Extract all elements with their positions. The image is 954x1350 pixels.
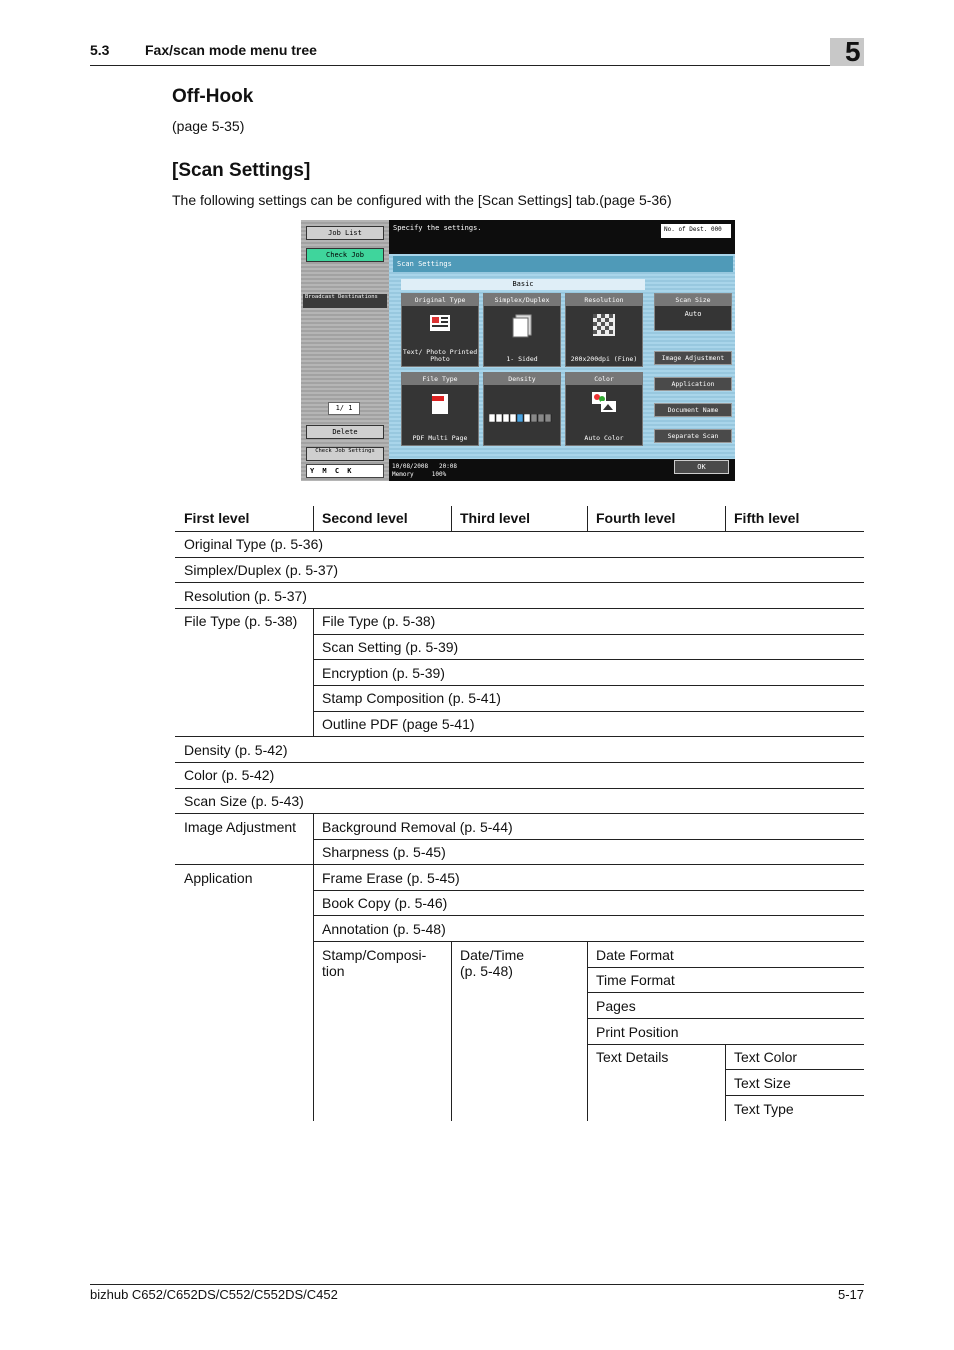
- table-cell: Stamp Composition (p. 5-41): [322, 690, 501, 706]
- file-type-tile[interactable]: [401, 372, 479, 446]
- footer-page-number: 5-17: [837, 1287, 864, 1302]
- tile-header: Original Type: [402, 294, 478, 306]
- table-rule: [175, 531, 864, 532]
- table-rule: [175, 582, 864, 583]
- table-cell: File Type (p. 5-38): [322, 613, 436, 629]
- header-divider: [451, 506, 452, 531]
- job-list-button[interactable]: Job List: [306, 226, 384, 240]
- table-rule: [175, 557, 864, 558]
- memory-label: Memory: [392, 471, 414, 478]
- page-counter: 1/ 1: [328, 402, 360, 415]
- header-second-level: Second level: [322, 510, 408, 526]
- table-cell: Date/Time (p. 5-48): [460, 947, 525, 979]
- table-cell: Encryption (p. 5-39): [322, 665, 445, 681]
- table-cell: Outline PDF (page 5-41): [322, 716, 475, 732]
- table-cell: Simplex/Duplex (p. 5-37): [184, 562, 339, 578]
- tile-header: Simplex/Duplex: [484, 294, 560, 306]
- table-cell: Print Position: [596, 1024, 679, 1040]
- table-rule: [313, 839, 864, 840]
- header-divider: [313, 506, 314, 531]
- image-adjustment-button[interactable]: Image Adjustment: [654, 351, 732, 365]
- section-title: Fax/scan mode menu tree: [145, 42, 317, 58]
- table-cell: Density (p. 5-42): [184, 742, 288, 758]
- table-cell: Book Copy (p. 5-46): [322, 895, 448, 911]
- tile-header: Resolution: [566, 294, 642, 306]
- header-divider: [725, 506, 726, 531]
- table-cell: Image Adjustment: [184, 819, 297, 835]
- delete-button[interactable]: Delete: [306, 425, 384, 439]
- toner-indicator: Y M C K: [306, 464, 384, 478]
- header-divider: [587, 506, 588, 531]
- status-date: 10/08/2008: [392, 463, 429, 470]
- table-rule: [587, 992, 864, 993]
- table-cell: Text Color: [734, 1049, 798, 1065]
- table-cell: File Type (p. 5-38): [184, 613, 298, 629]
- tile-header: Density: [484, 373, 560, 385]
- color-tile[interactable]: [565, 372, 643, 446]
- tile-value: 200x200dpi (Fine): [570, 355, 638, 363]
- basic-label: Basic: [401, 279, 645, 290]
- application-button[interactable]: Application: [654, 377, 732, 391]
- column-divider: [313, 813, 314, 1121]
- table-cell: Text Size: [734, 1075, 791, 1091]
- scan-settings-intro: The following settings can be configured with the [Scan Settings] tab.(page 5-36): [172, 192, 672, 208]
- checker-icon: [593, 314, 615, 340]
- density-scale-icon: [489, 407, 555, 426]
- check-job-button[interactable]: Check Job: [306, 248, 384, 262]
- table-cell: Application: [184, 870, 253, 886]
- table-rule: [725, 1095, 864, 1096]
- tile-value: Auto Color: [584, 434, 624, 442]
- original-type-tile[interactable]: [401, 293, 479, 367]
- simplex-duplex-tile[interactable]: [483, 293, 561, 367]
- broadcast-destinations-label: Broadcast Destinations: [303, 294, 387, 308]
- status-text: [392, 463, 457, 479]
- column-divider: [587, 941, 588, 1121]
- tab-scan-settings[interactable]: Scan Settings: [393, 256, 733, 272]
- table-rule: [313, 941, 864, 942]
- table-rule: [313, 634, 864, 635]
- table-rule: [587, 967, 864, 968]
- table-cell: Annotation (p. 5-48): [322, 921, 446, 937]
- table-cell: Time Format: [596, 972, 675, 988]
- table-rule: [313, 711, 864, 712]
- offhook-heading: Off-Hook: [172, 86, 254, 107]
- offhook-ref: (page 5-35): [172, 118, 245, 134]
- tile-header: File Type: [402, 373, 478, 385]
- table-cell: Color (p. 5-42): [184, 767, 275, 783]
- status-time: 20:08: [438, 463, 458, 470]
- header-fifth-level: Fifth level: [734, 510, 800, 526]
- table-rule: [175, 736, 864, 737]
- table-rule: [175, 608, 864, 609]
- ok-button[interactable]: OK: [674, 460, 729, 474]
- density-tile[interactable]: [483, 372, 561, 446]
- scan-settings-heading: [Scan Settings]: [172, 160, 311, 181]
- table-cell: Pages: [596, 998, 636, 1014]
- table-rule: [175, 813, 864, 814]
- table-rule: [313, 915, 864, 916]
- footer-models: bizhub C652/C652DS/C552/C552DS/C452: [90, 1287, 338, 1302]
- column-divider: [725, 1044, 726, 1121]
- table-cell: Frame Erase (p. 5-45): [322, 870, 460, 886]
- table-cell: Date Format: [596, 947, 674, 963]
- table-cell: Sharpness (p. 5-45): [322, 844, 446, 860]
- header-third-level: Third level: [460, 510, 531, 526]
- sheet-icon: [511, 314, 533, 342]
- header-first-level: First level: [184, 510, 250, 526]
- document-icon: [429, 314, 451, 336]
- tile-header: Scan Size: [655, 294, 731, 306]
- table-rule: [725, 1069, 864, 1070]
- table-rule: [313, 659, 864, 660]
- column-divider: [313, 608, 314, 737]
- table-cell: Stamp/Composi- tion: [322, 947, 427, 979]
- color-icon: [591, 391, 617, 417]
- table-rule: [587, 1018, 864, 1019]
- tile-header: Color: [566, 373, 642, 385]
- tile-value: PDF Multi Page: [412, 434, 468, 442]
- message-text: Specify the settings.: [393, 224, 482, 232]
- table-cell: Background Removal (p. 5-44): [322, 819, 513, 835]
- separate-scan-button[interactable]: Separate Scan: [654, 429, 732, 443]
- table-rule: [313, 890, 864, 891]
- table-cell: Text Details: [596, 1049, 669, 1065]
- table-cell: Text Type: [734, 1101, 794, 1117]
- table-cell: Scan Size (p. 5-43): [184, 793, 304, 809]
- tile-value: Auto: [684, 310, 702, 318]
- control-panel-screenshot: [301, 220, 735, 481]
- pdf-icon: [431, 393, 449, 419]
- memory-value: 100%: [431, 471, 447, 478]
- table-rule: [175, 762, 864, 763]
- header-fourth-level: Fourth level: [596, 510, 676, 526]
- section-number: 5.3: [90, 42, 110, 58]
- table-cell: Original Type (p. 5-36): [184, 536, 324, 552]
- tile-value: 1- Sided: [506, 355, 538, 363]
- footer-rule: [90, 1284, 864, 1285]
- table-cell: Scan Setting (p. 5-39): [322, 639, 459, 655]
- check-job-settings-button[interactable]: Check Job Settings: [306, 447, 384, 461]
- table-rule: [175, 788, 864, 789]
- tile-value: Text/ Photo Printed Photo: [402, 348, 478, 363]
- table-cell: Resolution (p. 5-37): [184, 588, 307, 604]
- column-divider: [451, 941, 452, 1121]
- scan-size-tile[interactable]: [654, 293, 732, 331]
- table-rule: [175, 864, 864, 865]
- chapter-number: 5: [845, 36, 861, 67]
- destination-count: No. of Dest. 000: [661, 224, 731, 238]
- resolution-tile[interactable]: [565, 293, 643, 367]
- header-rule: [90, 65, 864, 66]
- table-rule: [313, 685, 864, 686]
- document-name-button[interactable]: Document Name: [654, 403, 732, 417]
